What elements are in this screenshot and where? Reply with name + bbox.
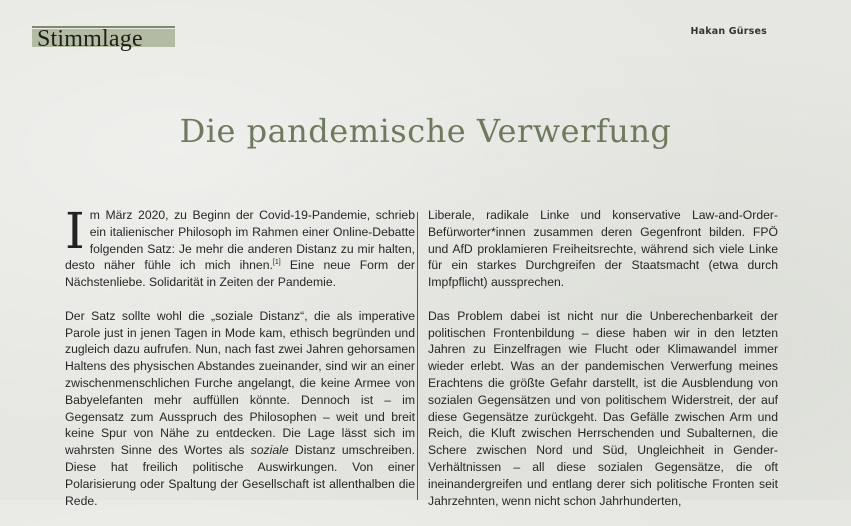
paragraph-text: Distanz umschreiben. Diese hat freilich politische Auswirkungen. Von einer Polarisierung oder Spaltung der Gesellschaft ist allenthalben die Rede. [65,443,415,508]
paragraph: Liberale, radikale Linke und konservative Law-and-Order-Befürworter*innen zusammen deren Gegenfront bilden. FPÖ und AfD proklamieren Freiheitsrechte, während sich viele Linke für ein starkes Durchgreifen der Staatsmacht (etwa durch Impfpflicht) aussprechen. [428,208,778,290]
paragraph [65,308,415,510]
article-title: Die pandemische Verwerfung [179,112,672,150]
author-name: Hakan Gürses [690,26,767,37]
paragraph-text: Der Satz sollte wohl die „soziale Distanz“, die als imperative Parole just in jenen Tagen in Mode kam, ethisch begründen und zugleich dazu aufrufen. Nun, nach fast zwei Jahren gehorsamen Haltens des physischen Abstandes zueinander, sind wir an einer zwischenmenschlichen Furche angelangt, die keine Armee von Babyelefanten mehr auffüllen könnte. Dennoch ist – im Gegensatz zum Ausspruch des Philosophen – weit und breit keine Spur von Nähe zu entdecken. Die Lage lässt sich im wahrsten Sinne des Wortes als [65,308,415,458]
footnote-ref[interactable]: [1] [272,259,281,267]
column-left [65,202,415,526]
section-label-text: Stimmlage [37,26,143,52]
column-right [428,207,778,526]
paragraph: Das Problem dabei ist nicht nur die Unberechenbarkeit der politischen Frontenbildung – diese haben wir in den letzten Jahren zu Einzelfragen wie Flucht oder Klimawandel immer wieder erlebt. Was an der pandemischen Verwerfung meines Erachtens die größte Gefahr darstellt, ist die Ausblendung von sozialen Gegensätzen und von politischem Widerstreit, der auf diese Gegensätze zurückgeht. Das Gefälle zwischen Arm und Reich, die Kluft zwischen Herrschenden und Subalternen, die Schere zwischen Nord und Süd, Ungleichheit in Gender-Verhältnissen – all diese sozialen Gegensätze, die oft ineinandergreifen und entlang derer sich politische Fronten seit Jahrzehnten, wenn nicht schon Jahrhunderten, [428,308,778,508]
emphasis: soziale [250,443,289,458]
drop-cap: I [65,202,85,260]
column-divider [417,212,418,500]
paragraph [65,202,415,291]
paragraph-text: m März 2020, zu Beginn der Covid-19-Pandemie, schrieb ein italienischer Philosoph im Rahmen einer Online-Debatte folgenden Satz: Je mehr die anderen Distanz zu mir halten, desto näher fühle ich mich ihnen. [65,208,415,273]
section-label [32,26,175,50]
paragraph-text: Eine neue Form der Nächstenliebe. Solidarität in Zeiten der Pandemie. [65,258,415,290]
